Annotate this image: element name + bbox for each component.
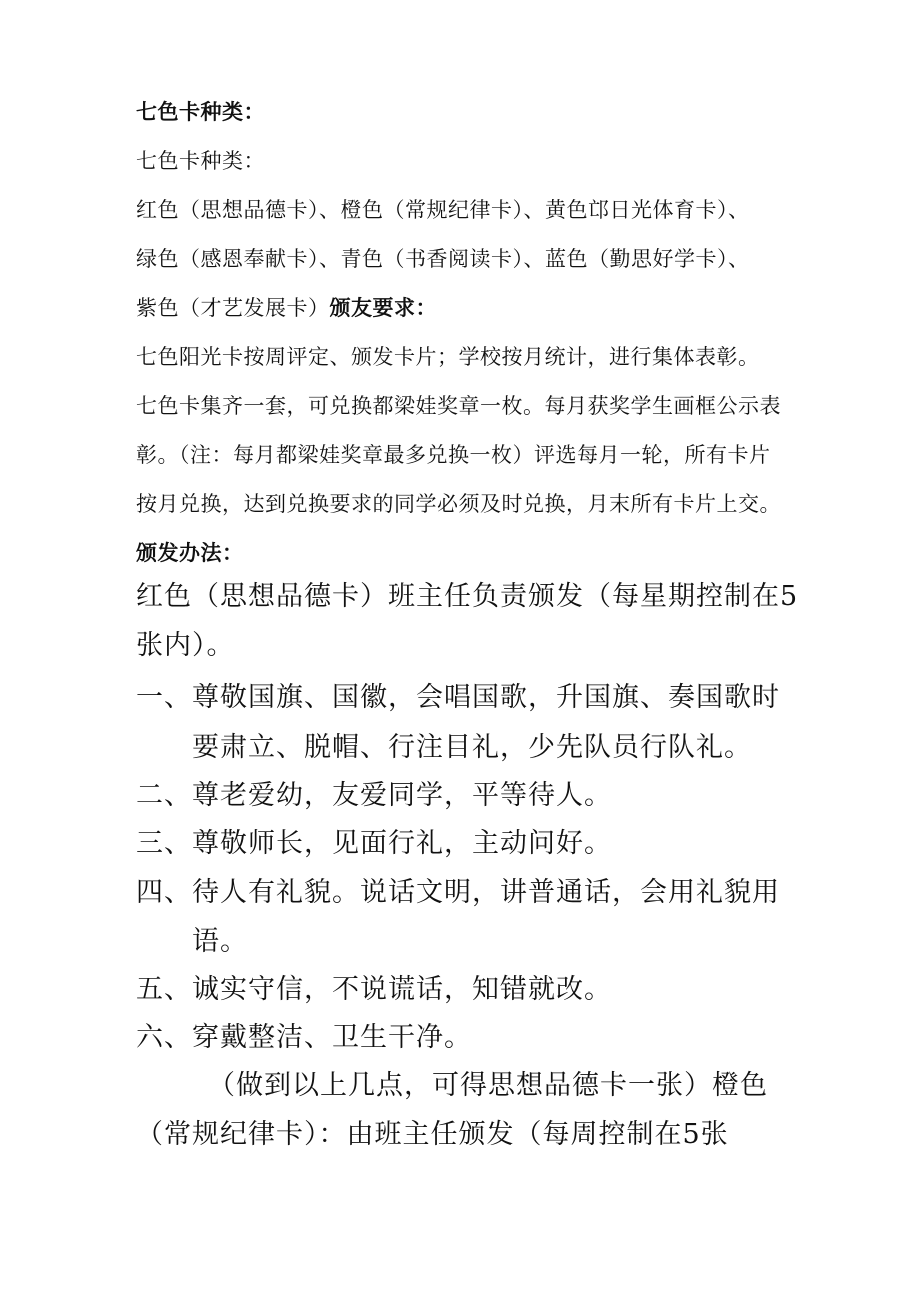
card-types-line-3-text: 紫色（才艺发展卡） [136,296,330,320]
list-item-2: 二、尊老爱幼，友爱同学，平等待人。 [136,780,612,811]
requirements-line-4: 按月兑换，达到兑换要求的同学必须及时兑换，月末所有卡片上交。 [136,492,781,516]
red-card-line-2: 张内）。 [136,630,235,661]
requirements-line-3: 彰。（注：每月都梁娃奖章最多兑换一枚）评选每月一轮，所有卡片 [136,443,771,467]
card-types-line-2: 绿色（感恩奉献卡）、青色（书香阅读卡）、蓝色（勤思好学卡）、 [136,247,750,271]
list-item-4-continued: 语。 [192,926,248,957]
card-types-line-3 [136,294,437,322]
list-item-1-continued: 要肃立、脱帽、行注目礼，少先队员行队礼。 [192,732,752,763]
orange-card-line-2: （常规纪律卡）：由班主任颁发（每周控制在5张 [136,1119,729,1150]
card-types-label: 七色卡种类： [136,149,265,173]
card-types-line-1: 红色（思想品德卡）、橙色（常规纪律卡）、黄色邙日光体育卡）、 [136,198,750,222]
list-item-3: 三、尊敬师长，见面行礼，主动问好。 [136,828,612,859]
requirements-line-1: 七色阳光卡按周评定、颁发卡片；学校按月统计，进行集体表彰。 [136,345,760,369]
list-item-5: 五、诚实守信，不说谎话，知错就改。 [136,974,612,1005]
heading-card-types: 七色卡种类： [136,99,265,124]
orange-card-line-1: （做到以上几点，可得思想品德卡一张）橙色 [208,1070,768,1101]
heading-requirements: 颁友要求： [329,295,437,320]
list-item-4: 四、待人有礼貌。说话文明，讲普通话，会用礼貌用 [136,877,780,908]
red-card-line-1: 红色（思想品德卡）班主任负责颁发（每星期控制在5 [136,581,799,612]
list-item-1: 一、尊敬国旗、国徽，会唱国歌，升国旗、奏国歌时 [136,682,780,713]
requirements-line-2: 七色卡集齐一套，可兑换都梁娃奖章一枚。每月获奖学生画框公示表 [136,394,781,418]
list-item-6: 六、穿戴整洁、卫生干净。 [136,1022,472,1053]
heading-method: 颁发办法： [136,540,244,565]
